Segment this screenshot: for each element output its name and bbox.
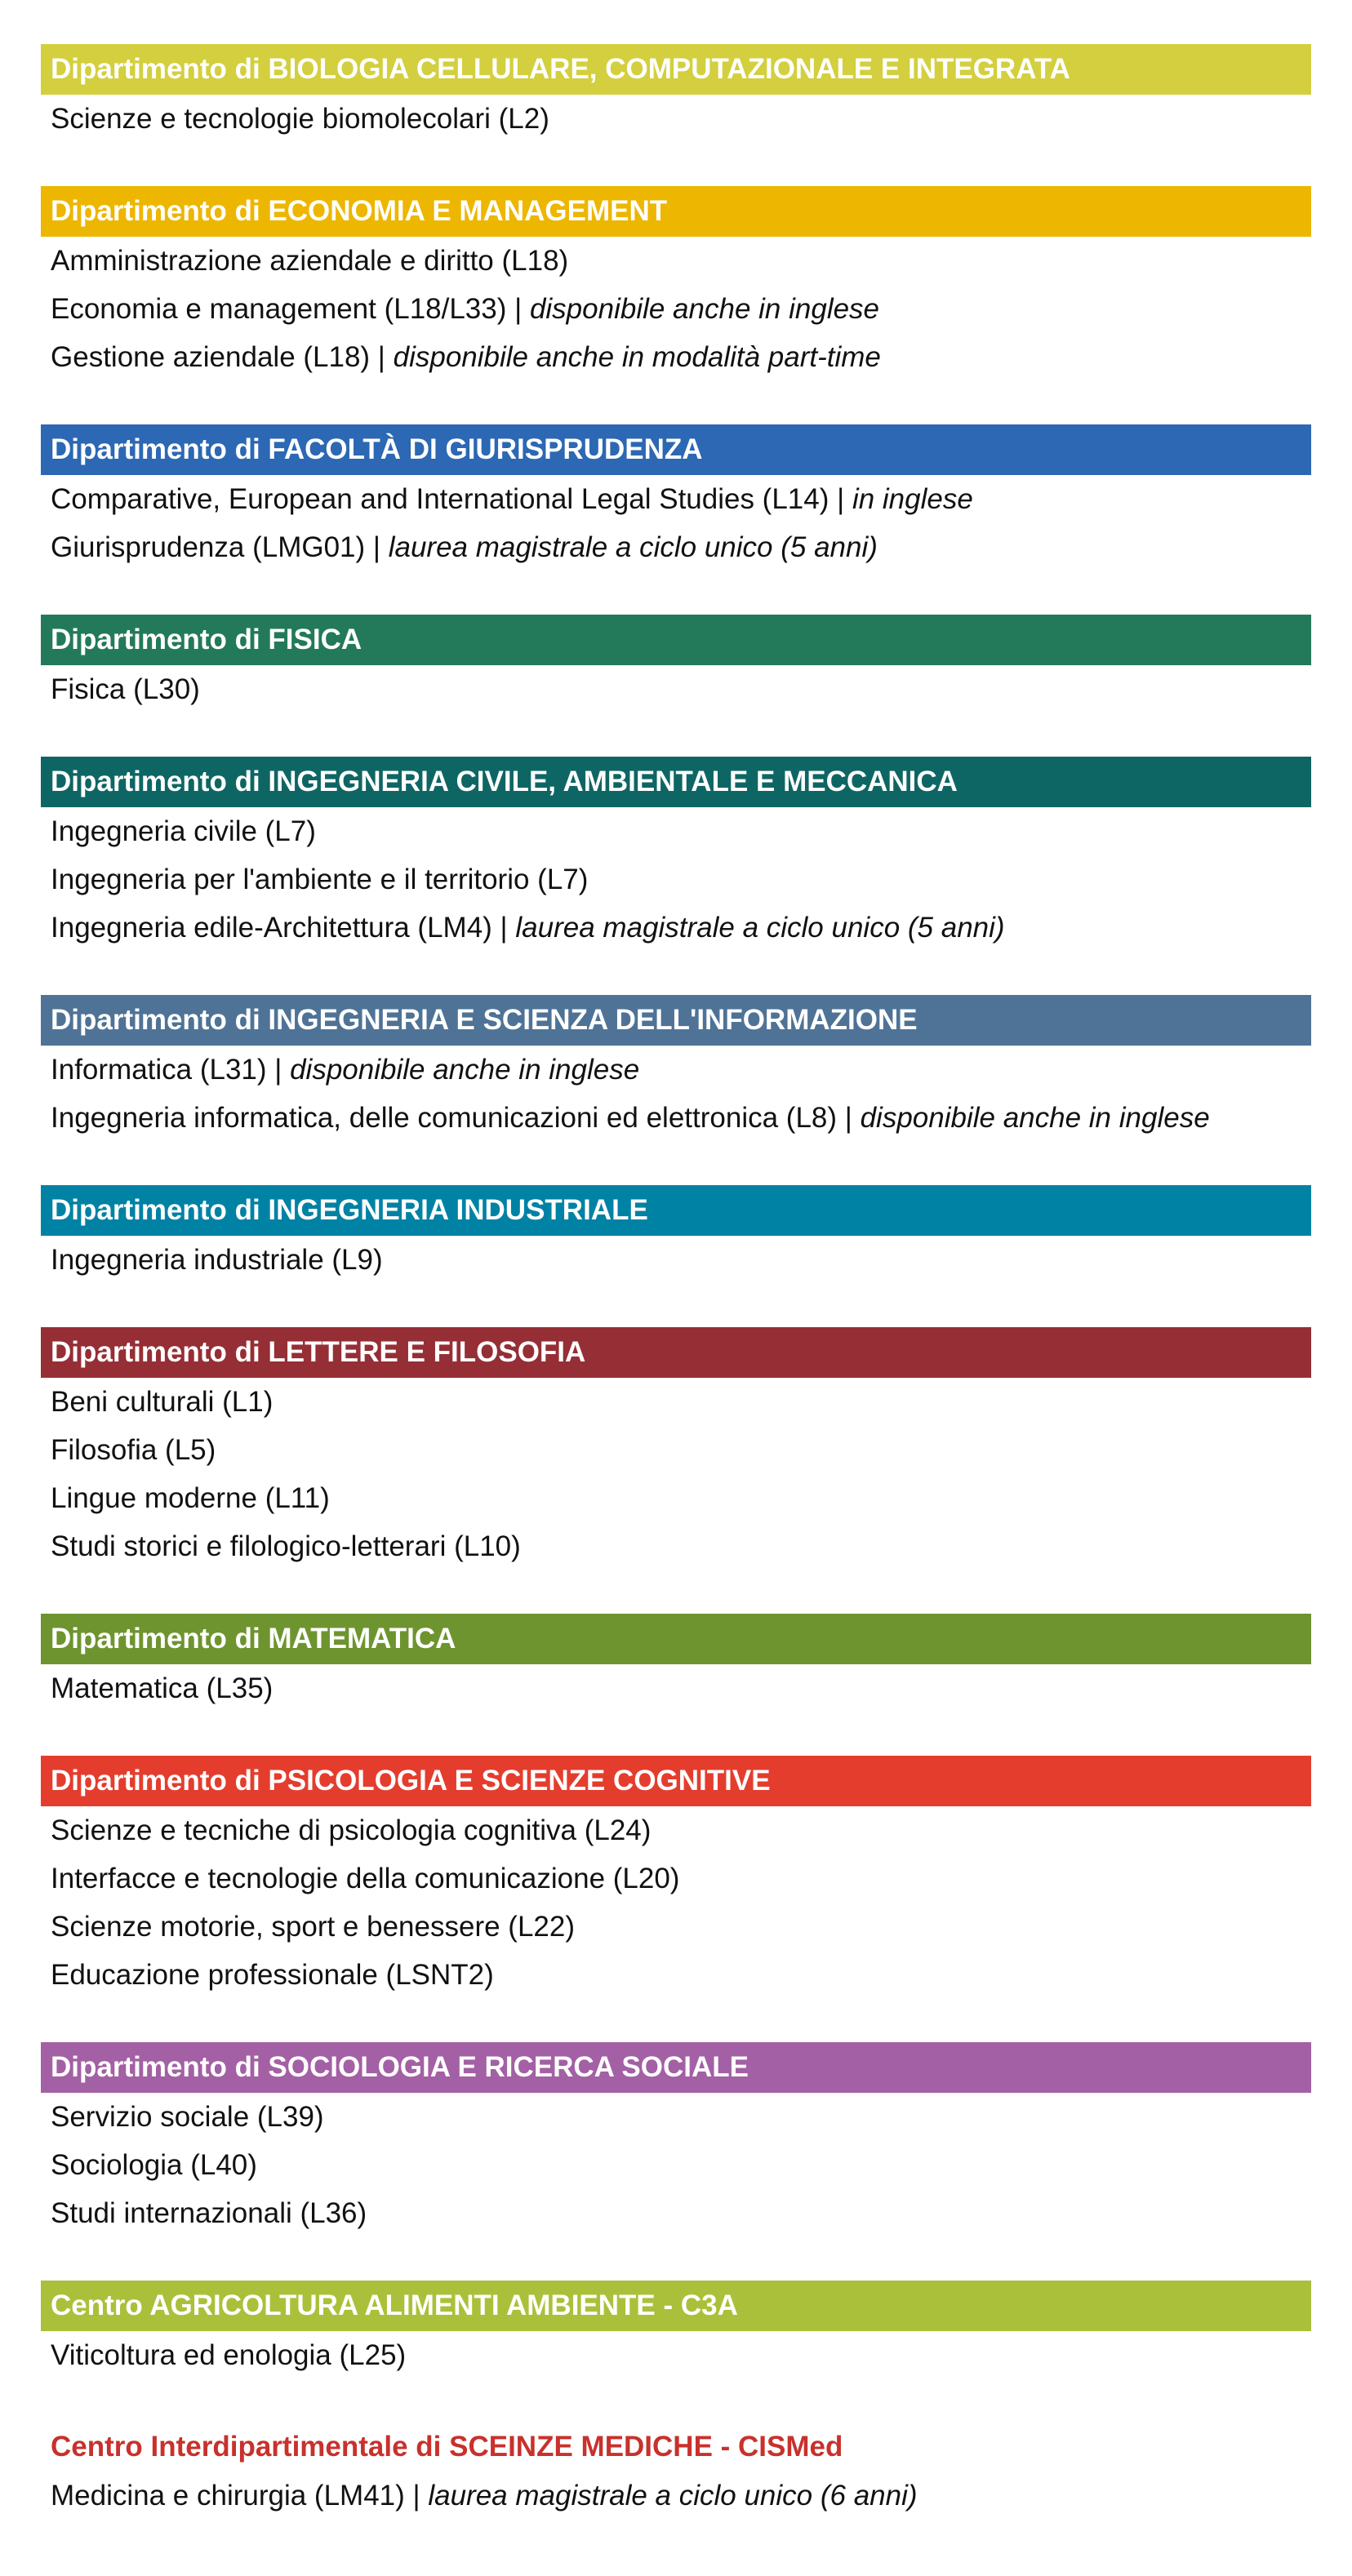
course-item — [41, 1474, 1311, 1522]
course-name: Lingue moderne (L11) — [51, 1482, 330, 1514]
department-header: Dipartimento di PSICOLOGIA E SCIENZE COGNITIVE — [41, 1756, 1311, 1806]
course-item — [41, 665, 1311, 713]
course-name: Viticoltura ed enologia (L25) — [51, 2339, 407, 2371]
course-item — [41, 2472, 1311, 2520]
course-name: Comparative, European and International Legal Studies (L14) | — [51, 483, 852, 515]
course-name: Medicina e chirurgia (LM41) | — [51, 2480, 429, 2512]
course-note: disponibile anche in inglese — [290, 1054, 640, 1086]
department-section — [41, 1185, 1311, 1284]
course-item — [41, 95, 1311, 143]
course-item — [41, 1854, 1311, 1903]
department-section — [41, 2281, 1311, 2379]
department-header: Dipartimento di FACOLTÀ DI GIURISPRUDENZA — [41, 424, 1311, 475]
course-name: Ingegneria edile-Architettura (LM4) | — [51, 912, 516, 944]
department-section — [41, 424, 1311, 571]
course-name: Studi internazionali (L36) — [51, 2197, 367, 2229]
course-name: Giurisprudenza (LMG01) | — [51, 531, 389, 563]
department-section — [41, 186, 1311, 381]
course-name: Interfacce e tecnologie della comunicazione (L20) — [51, 1863, 680, 1894]
department-header: Dipartimento di INGEGNERIA CIVILE, AMBIENTALE E MECCANICA — [41, 757, 1311, 807]
department-header: Centro AGRICOLTURA ALIMENTI AMBIENTE - C3A — [41, 2281, 1311, 2331]
department-header: Dipartimento di MATEMATICA — [41, 1614, 1311, 1664]
course-note: laurea magistrale a ciclo unico (5 anni) — [388, 531, 878, 563]
course-name: Ingegneria industriale (L9) — [51, 1244, 383, 1276]
department-section — [41, 995, 1311, 1142]
course-name: Scienze e tecnologie biomolecolari (L2) — [51, 103, 549, 135]
course-note: disponibile anche in inglese — [529, 293, 880, 325]
course-item — [41, 1903, 1311, 1951]
course-note: in inglese — [852, 483, 973, 515]
course-name: Beni culturali (L1) — [51, 1386, 274, 1418]
course-name: Educazione professionale (LSNT2) — [51, 1959, 494, 1991]
department-section — [41, 1614, 1311, 1712]
course-name: Ingegneria informatica, delle comunicazioni ed elettronica (L8) | — [51, 1102, 861, 1134]
course-name: Studi storici e filologico-letterari (L10) — [51, 1530, 521, 1562]
course-item — [41, 237, 1311, 285]
department-section — [41, 2042, 1311, 2237]
course-name: Servizio sociale (L39) — [51, 2101, 324, 2133]
course-name: Ingegneria per l'ambiente e il territorio (L7) — [51, 864, 589, 895]
department-course-list — [41, 44, 1311, 2563]
department-section — [41, 44, 1311, 143]
course-item — [41, 855, 1311, 904]
course-item — [41, 1094, 1311, 1142]
course-item — [41, 1046, 1311, 1094]
course-note: disponibile anche in inglese — [860, 1102, 1210, 1134]
department-header: Centro Interdipartimentale di SCEINZE MEDICHE - CISMed — [51, 2431, 843, 2463]
course-name: Amministrazione aziendale e diritto (L18) — [51, 245, 569, 277]
course-name: Sociologia (L40) — [51, 2149, 257, 2181]
course-name: Informatica (L31) | — [51, 1054, 291, 1086]
department-section — [41, 2423, 1311, 2520]
course-note: disponibile anche in modalità part-time — [393, 341, 881, 373]
department-header: Dipartimento di ECONOMIA E MANAGEMENT — [41, 186, 1311, 237]
course-item — [41, 1806, 1311, 1854]
course-item — [41, 2331, 1311, 2379]
department-section — [41, 1756, 1311, 1999]
course-item — [41, 1951, 1311, 1999]
course-item — [41, 904, 1311, 952]
course-item — [41, 285, 1311, 333]
course-note: laurea magistrale a ciclo unico (6 anni) — [428, 2480, 918, 2512]
department-header: Dipartimento di SOCIOLOGIA E RICERCA SOCIALE — [41, 2042, 1311, 2093]
department-section — [41, 757, 1311, 952]
course-item — [41, 1426, 1311, 1474]
course-item — [41, 1522, 1311, 1570]
department-header: Dipartimento di INGEGNERIA INDUSTRIALE — [41, 1185, 1311, 1236]
course-note: laurea magistrale a ciclo unico (5 anni) — [515, 912, 1005, 944]
course-name: Scienze e tecniche di psicologia cognitiva (L24) — [51, 1814, 652, 1846]
course-name: Filosofia (L5) — [51, 1434, 216, 1466]
department-header: Dipartimento di FISICA — [41, 615, 1311, 665]
department-header: Dipartimento di INGEGNERIA E SCIENZA DELL'INFORMAZIONE — [41, 995, 1311, 1046]
department-section — [41, 1327, 1311, 1570]
department-section — [41, 615, 1311, 713]
course-name: Scienze motorie, sport e benessere (L22) — [51, 1911, 575, 1943]
course-name: Economia e management (L18/L33) | — [51, 293, 530, 325]
course-name: Matematica (L35) — [51, 1672, 274, 1704]
course-item — [41, 1378, 1311, 1426]
course-item — [41, 475, 1311, 523]
course-item — [41, 1236, 1311, 1284]
course-item — [41, 2189, 1311, 2237]
course-name: Gestione aziendale (L18) | — [51, 341, 394, 373]
course-item — [41, 2141, 1311, 2189]
course-item — [41, 2093, 1311, 2141]
course-item — [41, 333, 1311, 381]
course-name: Fisica (L30) — [51, 673, 200, 705]
course-item — [41, 807, 1311, 855]
course-item — [41, 523, 1311, 571]
course-item — [41, 1664, 1311, 1712]
department-header: Dipartimento di LETTERE E FILOSOFIA — [41, 1327, 1311, 1378]
department-header: Dipartimento di BIOLOGIA CELLULARE, COMPUTAZIONALE E INTEGRATA — [41, 44, 1311, 95]
course-name: Ingegneria civile (L7) — [51, 815, 316, 847]
